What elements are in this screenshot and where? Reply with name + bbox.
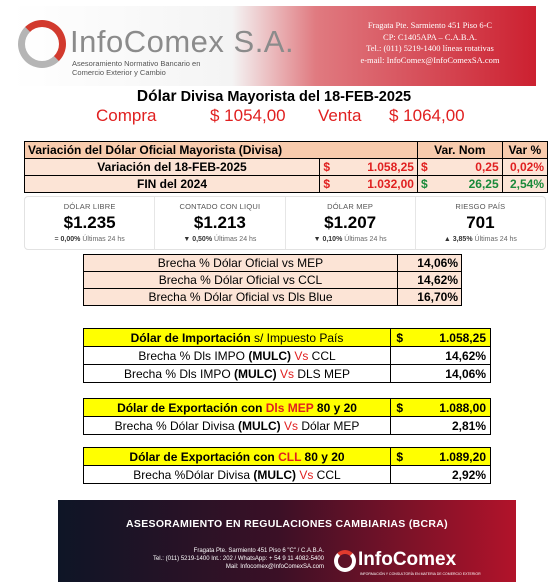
header-logo-text: InfoComex S.A. xyxy=(70,24,295,59)
header-email: e-mail: InfoComex@InfoComexSA.com xyxy=(360,54,500,65)
sell-label: Venta xyxy=(318,106,362,125)
header-banner xyxy=(12,6,536,86)
equal-icon: = xyxy=(54,236,59,243)
exportacion-ccl-table xyxy=(83,447,491,484)
arrow-up-icon: ▲ xyxy=(443,236,451,243)
buy-value: $ 1054,00 xyxy=(210,106,286,125)
importacion-header: Dólar de Importación s/ Impuesto País $ 1.058,25 xyxy=(84,329,491,347)
variation-row-today: Variación del 18-FEB-2025 $ 1.058,25 $ 0,25 0,02% xyxy=(25,159,548,176)
header-phone: Tel.: (011) 5219-1400 líneas rotativas xyxy=(366,43,494,53)
market-rates-panel xyxy=(24,196,546,250)
footer-phone: Tel.: (011) 5219-1400 Int.: 202 / WhatsApp: + 54 9 11 4082-5400 xyxy=(152,556,324,562)
brecha-table xyxy=(83,254,462,306)
header-address: Fragata Pte. Sarmiento 451 Piso 6-C xyxy=(367,20,493,30)
brecha-row-blue: Brecha % Dólar Oficial vs Dls Blue 16,70% xyxy=(84,289,462,306)
card-dolar-libre[interactable]: DÓLAR LIBRE $1.235 = 0,00% Últimas 24 hs xyxy=(25,197,155,249)
header-postal: CP: C1405APA – C.A.B.A. xyxy=(383,31,477,42)
card-riesgo-pais[interactable]: RIESGO PAÍS 701 ▲ 3,85% Últimas 24 hs xyxy=(443,202,517,243)
variation-header-row: Variación del Dólar Oficial Mayorista (Divisa) Var. Nom Var % xyxy=(25,142,548,159)
variation-row-year-end: FIN del 2024 $ 1.032,00 $ 26,25 2,54% xyxy=(25,176,548,193)
exportacion-mep-table xyxy=(83,398,491,435)
exportacion-mep-header: Dólar de Exportación con Dls MEP 80 y 20 $ 1.088,00 xyxy=(84,399,491,417)
importacion-table xyxy=(83,328,491,383)
footer-logo-text: InfoComex xyxy=(358,549,457,570)
footer-email: Mail: Infocomex@InfoComexSA.com xyxy=(225,564,324,570)
exportacion-ccl-header: Dólar de Exportación con CLL 80 y 20 $ 1.089,20 xyxy=(84,448,491,466)
footer-logo-subtitle: INFORMACIÓN Y CONSULTORÍA EN MATERIA DE COMERCIO EXTERIOR xyxy=(360,572,481,576)
arrow-down-icon: ▼ xyxy=(183,236,191,243)
importacion-row-ccl: Brecha % Dls IMPO (MULC) Vs CCL 14,62% xyxy=(84,347,491,365)
sell-value: $ 1064,00 xyxy=(389,106,465,125)
variation-table xyxy=(24,141,548,193)
brecha-row-mep: Brecha % Dólar Oficial vs MEP 14,06% xyxy=(84,255,462,272)
footer-address: Fragata Pte. Sarmiento 451 Piso 6 "C" / C.A.B.A. xyxy=(193,548,324,554)
card-dolar-mep[interactable]: DÓLAR MEP $1.207 ▼ 0,10% Últimas 24 hs xyxy=(286,197,416,249)
arrow-down-icon: ▼ xyxy=(313,236,321,243)
exportacion-mep-row: Brecha % Dólar Divisa (MULC) Vs Dólar MEP 2,81% xyxy=(84,417,491,435)
card-contado-con-liqui[interactable]: CONTADO CON LIQUI $1.213 ▼ 0,50% Últimas 24 hs xyxy=(155,197,285,249)
importacion-row-mep: Brecha % Dls IMPO (MULC) Vs DLS MEP 14,06% xyxy=(84,365,491,383)
footer-logo-icon xyxy=(334,550,356,572)
infocomex-logo-icon xyxy=(18,20,66,68)
header-logo-subtitle: Asesoramiento Normativo Bancario en Comercio Exterior y Cambio xyxy=(72,59,201,77)
buy-label: Compra xyxy=(96,106,157,125)
exportacion-ccl-row: Brecha %Dólar Divisa (MULC) Vs CCL 2,92% xyxy=(84,466,491,484)
page-title: Dólar Divisa Mayorista del 18-FEB-2025 xyxy=(136,88,412,105)
footer-contact xyxy=(114,547,324,571)
footer-banner xyxy=(58,500,516,582)
header-contact xyxy=(330,20,530,66)
brecha-row-ccl: Brecha % Dólar Oficial vs CCL 14,62% xyxy=(84,272,462,289)
footer-title: ASESORAMIENTO EN REGULACIONES CAMBIARIAS (BCRA) xyxy=(126,518,448,530)
